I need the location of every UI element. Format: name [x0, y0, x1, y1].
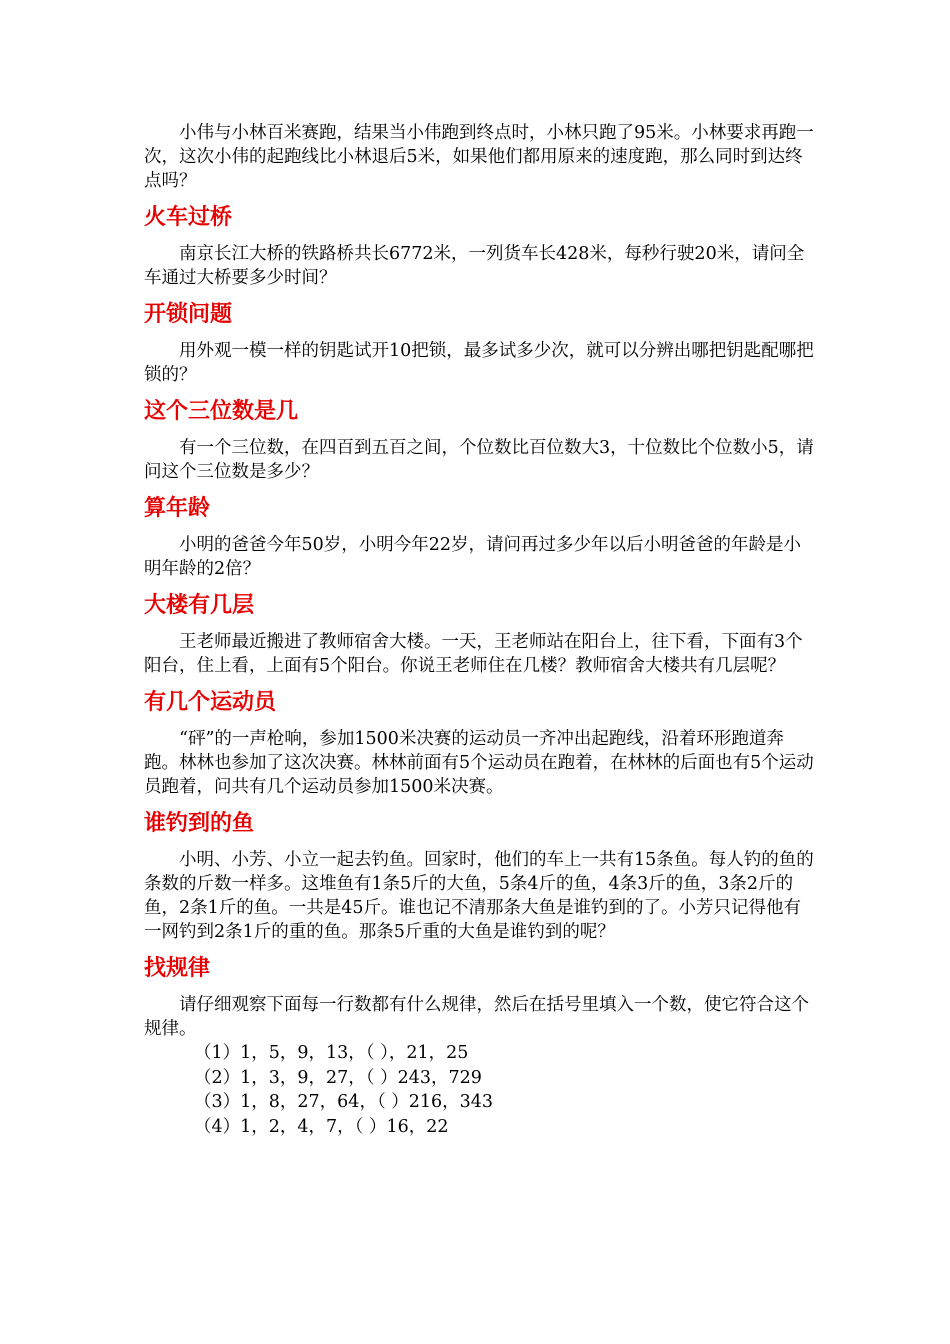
section-three-digit-number [144, 397, 814, 484]
section-find-pattern [144, 954, 814, 1139]
section-title: 大楼有几层 [144, 593, 255, 618]
section-paragraph: 南京长江大桥的铁路桥共长6772米，一列货车长428米，每秒行驶20米，请问全车通过大桥要多少时间？ [144, 244, 805, 288]
section-title: 找规律 [144, 956, 211, 981]
section-athletes [144, 688, 814, 799]
list-item: （4）1，2，4，7，（ ）16，22 [194, 1116, 449, 1137]
section-paragraph: “砰”的一声枪响，参加1500米决赛的运动员一齐冲出起跑线，沿着环形跑道奔跑。林林也参加了这次决赛。林林前面有5个运动员在跑着，在林林的后面也有5个运动员跑着，问共有几个运动员参加1500米决赛。 [144, 729, 814, 797]
section-title: 开锁问题 [144, 302, 233, 327]
list-item: （3）1，8，27，64，（ ）216，343 [194, 1092, 494, 1112]
section-title: 这个三位数是几 [144, 399, 299, 424]
document-content [144, 121, 814, 1139]
list-item: （2）1，3，9，27，（ ）243，729 [194, 1067, 482, 1088]
list-item: （1）1，5，9，13，（ ），21，25 [194, 1043, 469, 1063]
section-fish [144, 809, 814, 944]
section-title: 火车过桥 [144, 205, 233, 230]
section-paragraph: 有一个三位数，在四百到五百之间，个位数比百位数大3，十位数比个位数小5，请问这个三位数是多少？ [144, 438, 814, 482]
pattern-list [144, 1041, 814, 1139]
section-title: 有几个运动员 [144, 690, 277, 715]
section-paragraph: 王老师最近搬进了教师宿舍大楼。一天，王老师站在阳台上，往下看，下面有3个阳台，住上看，上面有5个阳台。你说王老师住在几楼？教师宿舍大楼共有几层呢？ [144, 632, 803, 676]
section-paragraph: 小明、小芳、小立一起去钓鱼。回家时，他们的车上一共有15条鱼。每人钓的鱼的条数的斤数一样多。这堆鱼有1条5斤的大鱼，5条4斤的鱼，4条3斤的鱼，3条2斤的鱼，2条1斤的鱼。一共是45斤。谁也记不清那条大鱼是谁钓到的了。小芳只记得他有一网钓到2条1斤的重的鱼。那条5斤重的大鱼是谁钓到的呢？ [144, 850, 814, 942]
section-train-bridge [144, 203, 814, 290]
section-unlock-problem [144, 300, 814, 387]
section-building-floors [144, 591, 814, 678]
intro-paragraph: 小伟与小林百米赛跑，结果当小伟跑到终点时，小林只跑了95米。小林要求再跑一次，这次小伟的起跑线比小林退后5米，如果他们都用原来的速度跑，那么同时到达终点吗？ [144, 123, 814, 191]
section-paragraph: 用外观一模一样的钥匙试开10把锁，最多试多少次，就可以分辨出哪把钥匙配哪把锁的？ [144, 341, 814, 385]
section-age [144, 494, 814, 581]
section-paragraph: 请仔细观察下面每一行数都有什么规律，然后在括号里填入一个数，使它符合这个规律。 [144, 995, 809, 1039]
section-paragraph: 小明的爸爸今年50岁，小明今年22岁，请问再过多少年以后小明爸爸的年龄是小明年龄的2倍？ [144, 535, 802, 579]
section-title: 算年龄 [144, 496, 211, 521]
section-title: 谁钓到的鱼 [144, 811, 255, 836]
